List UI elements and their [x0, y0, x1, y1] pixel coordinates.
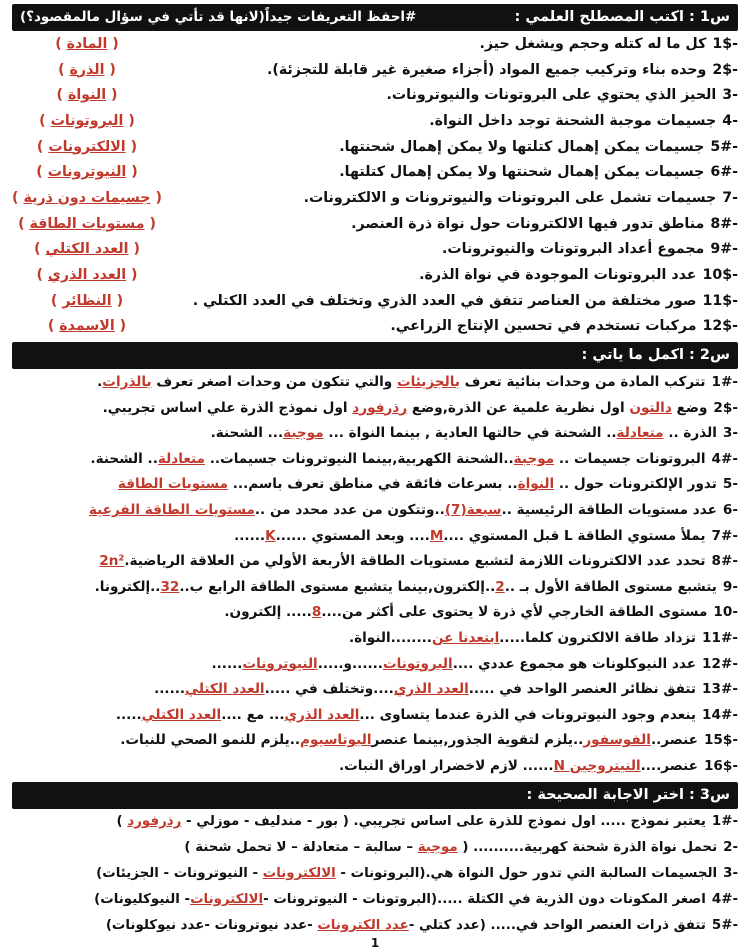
sentence-text: $عنصر....: [640, 757, 733, 774]
term-answer: ( الذرة ): [58, 61, 116, 78]
sentence-text: ..يلزم للنمو الصحي للنبات.: [120, 732, 301, 749]
answer-text: موجبة: [417, 840, 458, 856]
section2-title: س2 : اكمل ما ياتي :: [581, 347, 730, 364]
answer-text: 8: [311, 604, 322, 621]
term-definition: #جسيمات يمكن إهمال شحنتها ولا يمكن إهمال كتلتها.: [339, 164, 733, 181]
term-answer: ( النيوترونات ): [36, 164, 138, 181]
item-number: -6: [722, 502, 738, 519]
item-number: -4: [722, 112, 738, 129]
answer-text: مستويات الطاقة: [117, 476, 229, 493]
term-answer: ( الاسمدة ): [47, 318, 127, 335]
answer-text: العدد الكتلي: [141, 706, 222, 723]
sentence-text: .. الشحنة.: [90, 450, 158, 467]
complete-item: [12, 728, 738, 754]
item-number: -4: [711, 450, 738, 467]
item-number: -12: [702, 655, 738, 672]
answer-text: مستويات الطاقة: [29, 215, 145, 232]
item-number: -3: [722, 425, 738, 442]
answer-text: الفوسفور: [583, 732, 651, 749]
section1-header: [12, 4, 738, 31]
item-sentence: [106, 918, 738, 933]
term-item: [12, 57, 738, 83]
choice-item: [12, 913, 738, 939]
sentence-text: ....وتختلف في .....: [264, 681, 394, 698]
item-number: -12: [702, 318, 738, 335]
sentence-text: #ينعدم وجود النيوترونات في الذرة عندما يتساوى ...: [359, 706, 733, 723]
term-question: [479, 36, 738, 52]
term-answer: ( العدد الكتلي ): [34, 241, 140, 258]
answer-text: العدد الكتلي: [45, 241, 129, 258]
sentence-text: تدور الإلكترونات حول ..: [554, 476, 717, 493]
term-definition: جسيمات تشمل على البروتونات والنيوترونات و الالكترونات.: [303, 189, 717, 206]
term-item: [12, 31, 738, 57]
term-answer: ( النواة ): [56, 87, 118, 104]
answer-text: الاسمدة: [59, 318, 115, 335]
choice-item: [12, 835, 738, 861]
sentence-text: – سالبة – متعادلة – لا تحمل شحنة ): [184, 840, 418, 856]
item-number: -1: [712, 35, 738, 52]
answer-text: الالكترونات: [190, 892, 264, 908]
term-question: [339, 164, 738, 180]
term-definition: الحيز الذي يحتوي على البروتونات والنيوترونات.: [386, 87, 717, 104]
answer-text: متعادلة: [157, 450, 205, 467]
item-number: -7: [711, 527, 738, 544]
sentence-text: - النيوكليونات): [94, 892, 191, 908]
section3-title: س3 : اختر الاجابة الصحيحة :: [526, 786, 730, 803]
sentence-text: ... مع ....: [221, 706, 285, 723]
sentence-text: مستوى الطاقة الخارجي لأي ذرة لا يحتوى على أكثر من....: [321, 604, 708, 621]
sentence-text: الذرة ..: [663, 425, 717, 442]
item-sentence: [99, 553, 738, 569]
term-question: [339, 139, 738, 155]
item-number: -3: [723, 866, 738, 882]
item-sentence: [117, 814, 738, 829]
item-number: -2: [723, 840, 738, 856]
item-sentence: [97, 374, 738, 390]
sentence-text: - النيوترونات - الجزيئات): [96, 866, 263, 882]
section1-title: س1 : اكتب المصطلح العلمي :: [514, 9, 730, 25]
item-sentence: [120, 732, 738, 748]
sentence-text: ..إلكترونا.: [94, 578, 161, 595]
term-definition: #مجموع أعداد البروتونات والنيوترونات.: [442, 241, 733, 258]
answer-text: الالكترونات: [48, 138, 126, 155]
item-number: -15: [703, 732, 738, 749]
sentence-text: #البروتونات جسيمات ..: [554, 450, 733, 467]
sentence-text: -عدد نيوترونات -عدد نيوكلونات): [105, 918, 318, 934]
complete-item: [12, 420, 738, 446]
answer-text: الالكترونات: [262, 866, 336, 882]
item-sentence: [349, 630, 738, 646]
sentence-text: .: [97, 374, 103, 391]
item-number: -8: [710, 215, 738, 232]
answer-text: K: [265, 527, 276, 544]
answer-text: ابتعدنا عن: [431, 629, 500, 646]
item-sentence: [118, 476, 738, 492]
sentence-text: ..يلزم لتقوية الجذور,بينما عنصر: [371, 732, 584, 749]
answer-text: المادة: [66, 35, 108, 52]
item-sentence: [116, 707, 738, 723]
sentence-text: $عنصر..: [650, 732, 733, 749]
sentence-text: .... وبعد المستوي ......: [275, 527, 430, 544]
item-sentence: [154, 681, 738, 697]
complete-item: [12, 676, 738, 702]
term-answer: ( جسيمات دون ذرية ): [12, 189, 162, 206]
answer-text: النيوترونات: [47, 164, 127, 181]
item-number: -9: [710, 241, 738, 258]
term-definition: $عدد البروتونات الموجودة في نواة الذرة.: [419, 267, 733, 284]
sentence-text: #تزداد طاقة الالكترون كلما.....: [499, 629, 733, 646]
sentence-text: $وضع: [671, 399, 733, 416]
sentence-text: #تتفق ذرات العنصر الواحد في..... (عدد كتلي -: [408, 918, 733, 934]
sentence-text: ..وتتكون من عدد محدد من ..: [254, 502, 445, 519]
sentence-text: ......و.....: [317, 655, 383, 672]
answer-text: النواة: [517, 476, 555, 493]
sentence-text: #تتركب المادة من وحدات بنائية تعرف: [459, 374, 733, 391]
item-number: -13: [702, 681, 738, 698]
term-question: [419, 267, 738, 283]
item-number: -11: [702, 292, 738, 309]
term-answer: ( النظائر ): [50, 292, 124, 309]
sentence-text: اول نظرية علمية عن الذرة,وضع: [407, 399, 630, 416]
term-definition: جسيمات موجبة الشحنة توجد داخل النواة.: [429, 112, 717, 129]
item-number: -3: [722, 87, 738, 104]
item-sentence: [90, 451, 738, 467]
complete-item: [12, 600, 738, 626]
answer-text: البروتونات: [382, 655, 453, 672]
item-number: -14: [702, 706, 738, 723]
section3-list: [12, 809, 738, 939]
sentence-text: ......: [154, 681, 186, 698]
sentence-text: ...... لازم لاخضرار اوراق النبات.: [338, 757, 554, 774]
term-item: [12, 185, 738, 211]
term-item: [12, 211, 738, 237]
answer-text: بالجزيئات: [396, 374, 460, 391]
sentence-text: .. الشحنة في حالتها العادية , بينما النواة ...: [323, 425, 617, 442]
term-question: [387, 87, 738, 103]
term-item: [12, 159, 738, 185]
answer-text: النواة: [67, 87, 107, 104]
item-sentence: [95, 579, 738, 595]
answer-text: عدد الكترونات: [317, 918, 409, 934]
item-number: -11: [702, 629, 738, 646]
item-sentence: [103, 400, 738, 416]
term-item: [12, 82, 738, 108]
answer-text: 2: [495, 578, 505, 595]
item-number: -7: [722, 189, 738, 206]
sentence-text: الجسيمات السالبة التي تدور حول النواة هي.(البروتونات -: [335, 866, 718, 882]
sentence-text: ......: [234, 527, 266, 544]
term-item: [12, 108, 738, 134]
term-definition: #مناطق تدور فيها الالكترونات حول نواة ذرة العنصر.: [351, 215, 733, 232]
answer-text: موجبة: [283, 425, 324, 442]
item-number: -10: [713, 604, 738, 621]
section2-header: [12, 342, 738, 369]
answer-text: سبعة(7): [444, 502, 502, 519]
complete-item: [12, 651, 738, 677]
complete-item: [12, 548, 738, 574]
item-number: -1: [711, 374, 738, 391]
section2-list: [12, 369, 738, 779]
term-question: [351, 216, 738, 232]
answer-text: متعادلة: [616, 425, 664, 442]
item-sentence: [234, 528, 738, 544]
sentence-text: والتي تتكون من وحدات اصغر تعرف: [151, 374, 397, 391]
term-answer: ( الالكترونات ): [36, 138, 138, 155]
term-question: [193, 293, 738, 309]
answer-text: M: [429, 527, 444, 544]
sentence-text: تحمل نواة الذرة شحنة كهربية.......... (: [457, 840, 718, 856]
term-item: [12, 237, 738, 263]
section1-list: [12, 31, 738, 339]
sentence-text: عدد مستويات الطاقة الرئيسية ..: [501, 502, 717, 519]
answer-text: النظائر: [62, 292, 112, 309]
item-sentence: [224, 604, 738, 620]
complete-item: [12, 753, 738, 779]
complete-item: [12, 625, 738, 651]
answer-text: مستويات الطاقة الفرعية: [88, 502, 255, 519]
sentence-text: #يملأ مستوي الطاقة L قبل المستوي ....: [443, 527, 733, 544]
sentence-text: ..إلكترون,بينما يتشبع مستوى الطاقة الرابع ب..: [179, 578, 496, 595]
answer-text: جسيمات دون ذرية: [23, 189, 151, 206]
complete-item: [12, 369, 738, 395]
item-number: -5: [711, 918, 738, 934]
item-number: -2: [713, 399, 738, 416]
term-definition: $صور مختلفة من العناصر تتفق في العدد الذري وتختلف في العدد الكتلي .: [192, 292, 733, 309]
page-number: 1: [370, 936, 380, 950]
item-sentence: [94, 892, 738, 907]
item-number: -6: [710, 164, 738, 181]
item-number: -9: [722, 578, 738, 595]
item-number: -8: [711, 553, 738, 570]
answer-text: العدد الكتلي: [185, 681, 265, 698]
item-number: -4: [711, 892, 738, 908]
section3-header: [12, 782, 738, 809]
answer-text: رذرفورد: [127, 814, 182, 830]
complete-item: [12, 523, 738, 549]
sentence-text: #تحدد عدد الالكترونات اللازمة لتشبع مستويات الطاقة الأربعة الأولي من العلاقة الرياضية.: [124, 553, 733, 570]
answer-text: البروتونات: [50, 112, 124, 129]
sentence-text: .....: [115, 706, 142, 723]
term-answer: ( المادة ): [55, 35, 119, 52]
term-item: [12, 314, 738, 340]
answer-text: بالذرات: [102, 374, 152, 391]
term-question: [429, 113, 738, 129]
sentence-text: ... الشحنة.: [210, 425, 284, 442]
term-definition: $وحده بناء وتركيب جميع المواد (أجزاء صغيرة غير قابلة للتجزئة).: [266, 61, 733, 78]
sentence-text: #يعتبر نموذج ..... اول نموذج للذرة على اساس تجريبي. ( بور - مندليف - موزلي -: [181, 814, 733, 830]
complete-item: [12, 702, 738, 728]
answer-text: البوتاسيوم: [300, 732, 372, 749]
term-item: [12, 134, 738, 160]
complete-item: [12, 574, 738, 600]
answer-text: الذرة: [69, 61, 105, 78]
term-definition: #جسيمات يمكن إهمال كتلتها ولا يمكن إهمال شحنتها.: [339, 138, 733, 155]
item-number: -5: [710, 138, 738, 155]
term-question: [304, 190, 738, 206]
term-answer: ( العدد الذري ): [36, 267, 138, 284]
item-number: -2: [712, 61, 738, 78]
answer-text: موجبة: [513, 450, 555, 467]
term-item: [12, 262, 738, 288]
complete-item: [12, 395, 738, 421]
choice-item: [12, 809, 738, 835]
item-sentence: [89, 502, 738, 518]
answer-text: النيوترونات: [242, 655, 318, 672]
answer-text: العدد الذري: [393, 681, 469, 698]
sentence-text: ): [116, 814, 128, 830]
sentence-text: يتشبع مستوى الطاقة الأول بـ ..: [504, 578, 717, 595]
item-number: -10: [702, 267, 738, 284]
complete-item: [12, 497, 738, 523]
item-sentence: [96, 866, 738, 881]
sentence-text: ......: [211, 655, 243, 672]
term-question: [390, 318, 738, 334]
sentence-text: .. بسرعات فائقة في مناطق تعرف باسم...: [228, 476, 518, 493]
sentence-text: اول نموذج الذرة علي اساس تجريبي.: [102, 399, 353, 416]
item-sentence: [339, 758, 738, 774]
complete-item: [12, 446, 738, 472]
item-number: -1: [711, 814, 738, 830]
sentence-text: #اصغر المكونات دون الذرية في الكتلة .....(البروتونات - النيوترونات -: [263, 892, 733, 908]
item-number: -16: [703, 757, 738, 774]
choice-item: [12, 887, 738, 913]
term-item: [12, 288, 738, 314]
term-answer: ( مستويات الطاقة ): [18, 215, 156, 232]
item-number: -5: [722, 476, 738, 493]
section1-instruction: #احفظ التعريفات جيداً(لانها قد تأتي في سؤال مالمقصود؟): [20, 9, 417, 25]
item-sentence: [184, 840, 738, 855]
answer-text: دالتون: [629, 399, 672, 416]
item-sentence: [211, 656, 738, 672]
answer-text: رذرفورد: [352, 399, 408, 416]
term-definition: $كل ما له كتله وحجم ويشغل حيز.: [479, 35, 733, 52]
sentence-text: ..... إلكترون.: [224, 604, 312, 621]
sentence-text: #تتفق نظائر العنصر الواحد في .....: [468, 681, 733, 698]
term-question: [442, 241, 738, 257]
answer-text: العدد الذري: [284, 706, 360, 723]
sentence-text: #عدد النيوكلونات هو مجموع عددي ....: [452, 655, 733, 672]
complete-item: [12, 472, 738, 498]
sentence-text: ........النواة.: [348, 629, 432, 646]
answer-text: 32: [160, 578, 180, 595]
answer-text: العدد الذري: [47, 267, 127, 284]
sentence-text: ..الشحنة الكهربية,بينما النيوترونات جسيمات..: [204, 450, 514, 467]
answer-text: النيتروجين N: [553, 757, 641, 774]
item-sentence: [211, 425, 738, 441]
term-answer: ( البروتونات ): [39, 112, 135, 129]
answer-text: 2n²: [99, 553, 125, 570]
term-question: [267, 62, 738, 78]
choice-item: [12, 861, 738, 887]
term-definition: $مركبات تستخدم في تحسين الإنتاج الزراعي.: [390, 318, 733, 335]
